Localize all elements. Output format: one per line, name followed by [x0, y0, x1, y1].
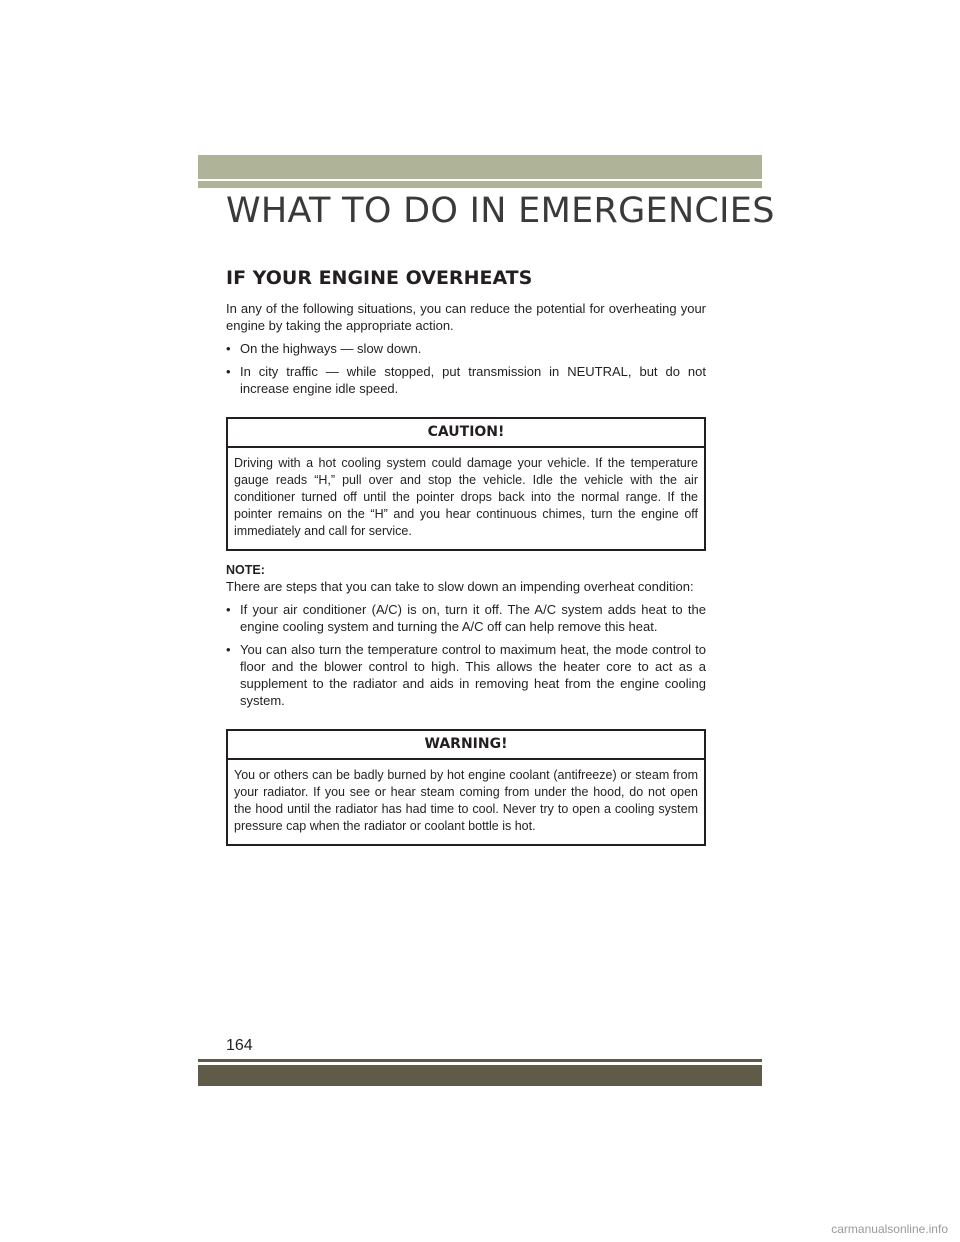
caution-text: Driving with a hot cooling system could damage your vehicle. If the temperature gauge reads “H,” pull over and stop the vehicle. Idle the vehicle with the air conditioner turned off until the pointer drops back into the normal range. If the pointer remains on the “H” and you hear continuous chimes, turn the engine off immediately and call for service.	[234, 456, 698, 538]
list-item-text: On the highways — slow down.	[240, 341, 422, 356]
section-title: WHAT TO DO IN EMERGENCIES	[226, 191, 775, 231]
warning-title: WARNING!	[228, 731, 704, 760]
page-content	[226, 266, 706, 846]
bullet-icon: •	[226, 642, 231, 657]
list-item	[226, 363, 706, 397]
header-band	[198, 155, 762, 179]
warning-text: You or others can be badly burned by hot engine coolant (antifreeze) or steam from your radiator. If you see or hear steam coming from under the hood, do not open the hood until the radiator has had time to cool. Never try to open a cooling system pressure cap when the radiator or coolant bottle is hot.	[234, 768, 698, 833]
footer-rule	[198, 1059, 762, 1062]
bullet-icon: •	[226, 364, 231, 379]
bullet-icon: •	[226, 602, 231, 617]
note-list	[226, 601, 706, 709]
intro-paragraph: In any of the following situations, you can reduce the potential for overheating your engine by taking the appropriate action.	[226, 301, 706, 333]
header-rule	[198, 181, 762, 188]
list-item	[226, 601, 706, 635]
page-number: 164	[226, 1037, 253, 1054]
list-item	[226, 641, 706, 709]
list-item	[226, 340, 706, 357]
bullet-icon: •	[226, 341, 231, 356]
action-list	[226, 340, 706, 397]
note-text: There are steps that you can take to slow down an impending overheat condition:	[226, 579, 694, 594]
caution-title: CAUTION!	[228, 419, 704, 448]
page-heading: IF YOUR ENGINE OVERHEATS	[226, 267, 533, 289]
note-label: NOTE:	[226, 563, 265, 577]
list-item-text: You can also turn the temperature control to maximum heat, the mode control to floor and the blower control to high. This allows the heater core to act as a supplement to the radiator and aids in removing heat from the engine cooling system.	[240, 642, 706, 708]
list-item-text: If your air conditioner (A/C) is on, turn it off. The A/C system adds heat to the engine cooling system and turning the A/C off can help remove this heat.	[240, 602, 706, 634]
caution-box	[226, 417, 706, 551]
footer-band	[198, 1065, 762, 1086]
list-item-text: In city traffic — while stopped, put transmission in NEUTRAL, but do not increase engine idle speed.	[240, 364, 706, 396]
watermark-text: carmanualsonline.info	[831, 1222, 948, 1236]
warning-box	[226, 729, 706, 846]
